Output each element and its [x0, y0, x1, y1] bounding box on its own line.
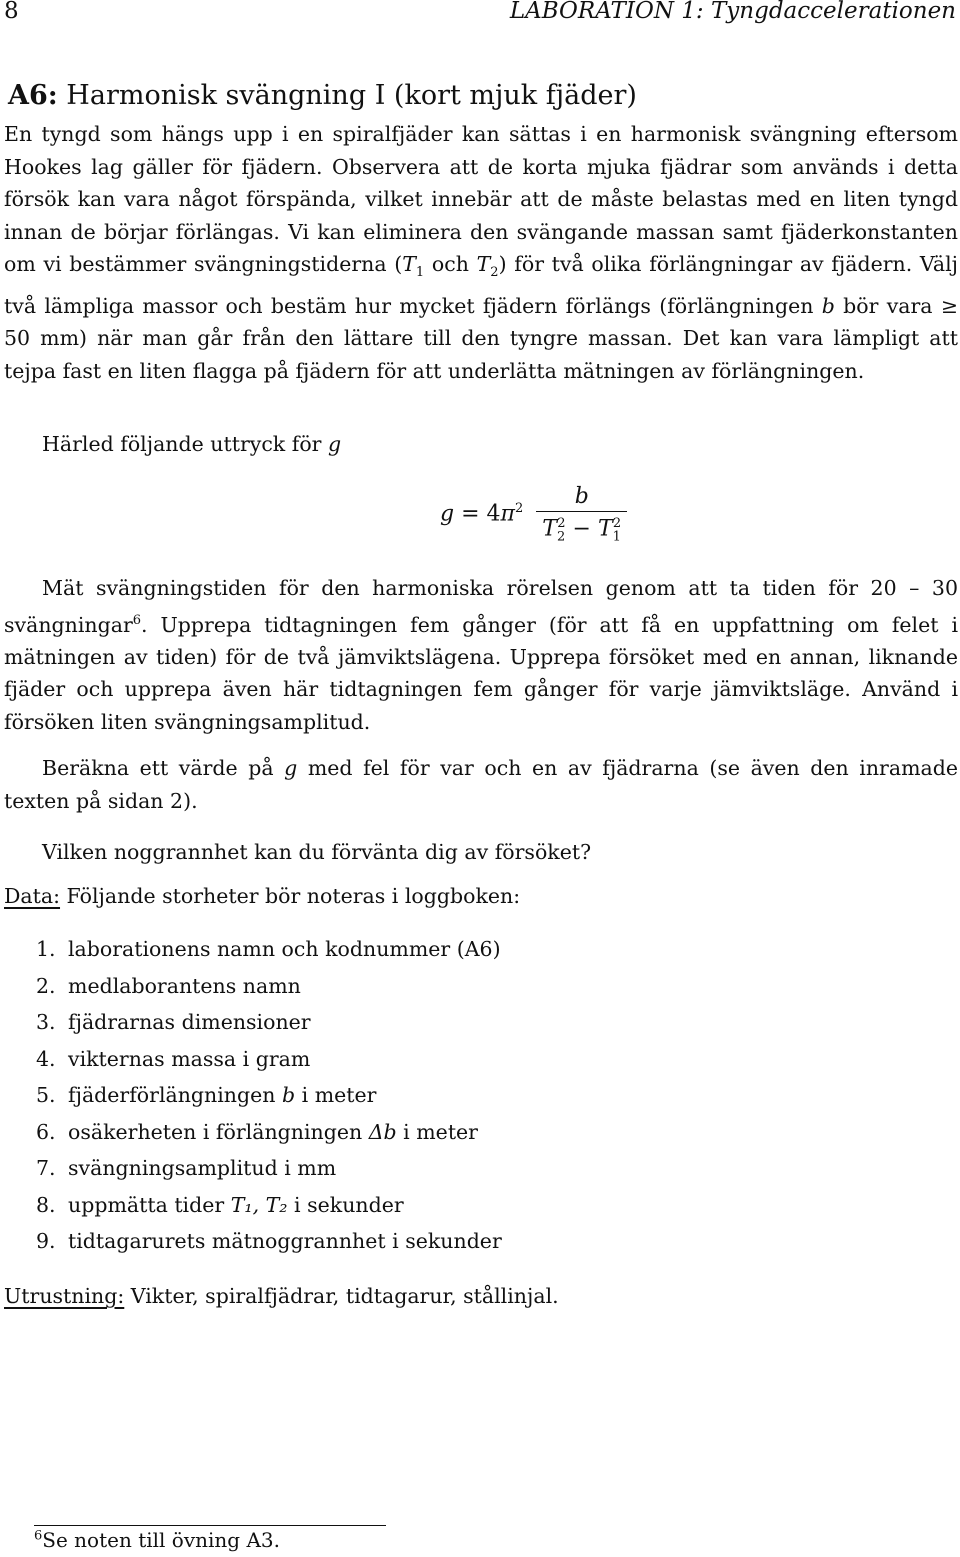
equipment-line: Utrustning: Vikter, spiralfjädrar, tidtagarur, stållinjal.	[4, 1284, 559, 1308]
list-item: 4. vikternas massa i gram	[36, 1046, 311, 1071]
section-title-text: Harmonisk svängning I (kort mjuk fjäder)	[66, 80, 637, 111]
footnote-rule	[34, 1525, 386, 1526]
list-item: 8. uppmätta tider T₁, T₂ i sekunder	[36, 1192, 404, 1217]
compute-paragraph: Beräkna ett värde på g med fel för var och en av fjädrarna (se även den inramade texten på sidan 2).	[4, 756, 958, 813]
footnote-reference: 6	[132, 612, 142, 628]
derive-paragraph: Härled följande uttryck för g	[42, 432, 342, 456]
list-item: 2. medlaborantens namn	[36, 973, 301, 998]
equipment-label: Utrustning:	[4, 1284, 125, 1308]
list-item: 7. svängningsamplitud i mm	[36, 1156, 337, 1180]
intro-paragraph: En tyngd som hängs upp i en spiralfjäder kan sättas i en harmonisk svängning eftersom Hookes lag gäller för fjädern. Observera att de korta mjuka fjädrar som används i detta försök kan vara något förspända, vilket innebär att de måste belastas med en liten tyngd innan de börjar förlängas. Vi kan eliminera den svängande massan samt fjäderkonstanten om vi bestämmer svängningstiderna ($T_1$ och $T_2$) för två olika förlängningar av fjädern. Välj två lämpliga massor och bestäm hur mycket fjädern förlängs (förlängningen b bör vara ≥ 50 mm) när man går från den lättare till den tyngre massan. Det kan vara lämpligt att tejpa fast en liten flagga på fjädern för att underlätta mätningen av förlängningen.	[4, 122, 959, 383]
list-item: 5. fjäderförlängningen b i meter	[36, 1083, 377, 1107]
data-label: Data:	[4, 884, 61, 908]
data-list	[36, 934, 502, 1263]
list-item: 1. laborationens namn och kodnummer (A6)	[36, 937, 501, 961]
running-title: LABORATION 1: Tyngdaccelerationen	[509, 0, 956, 24]
list-item: 6. osäkerheten i förlängningen Δb i meter	[36, 1119, 478, 1144]
measure-paragraph: Mät svängningstiden för den harmoniska rörelsen genom att ta tiden för 20 – 30 svängningar$^6$. Upprepa tidtagningen fem gånger (för att få en uppfattning om felet i mätningen av tiden) för de två jämviktslägena. Upprepa försöket med en annan, liknande fjäder och upprepa även här tidtagningen fem gånger för varje jämviktsläge. Använd i försöken liten svängningsamplitud.	[4, 576, 958, 734]
section-title	[8, 80, 637, 111]
list-item: 3. fjädrarnas dimensioner	[36, 1010, 311, 1034]
formula-g: $g = 4\pi^2$ $\frac{b}{T_2^2 - T_1^2}$	[440, 484, 627, 545]
list-item: 9. tidtagarurets mätnoggrannhet i sekunder	[36, 1229, 502, 1253]
data-heading: Data: Följande storheter bör noteras i loggboken:	[4, 884, 521, 908]
section-label: A6:	[8, 80, 58, 111]
page-number: 8	[4, 0, 19, 24]
question-paragraph: Vilken noggrannhet kan du förvänta dig av försöket?	[42, 840, 592, 864]
footnote: $^6$Se noten till övning A3.	[34, 1528, 280, 1552]
